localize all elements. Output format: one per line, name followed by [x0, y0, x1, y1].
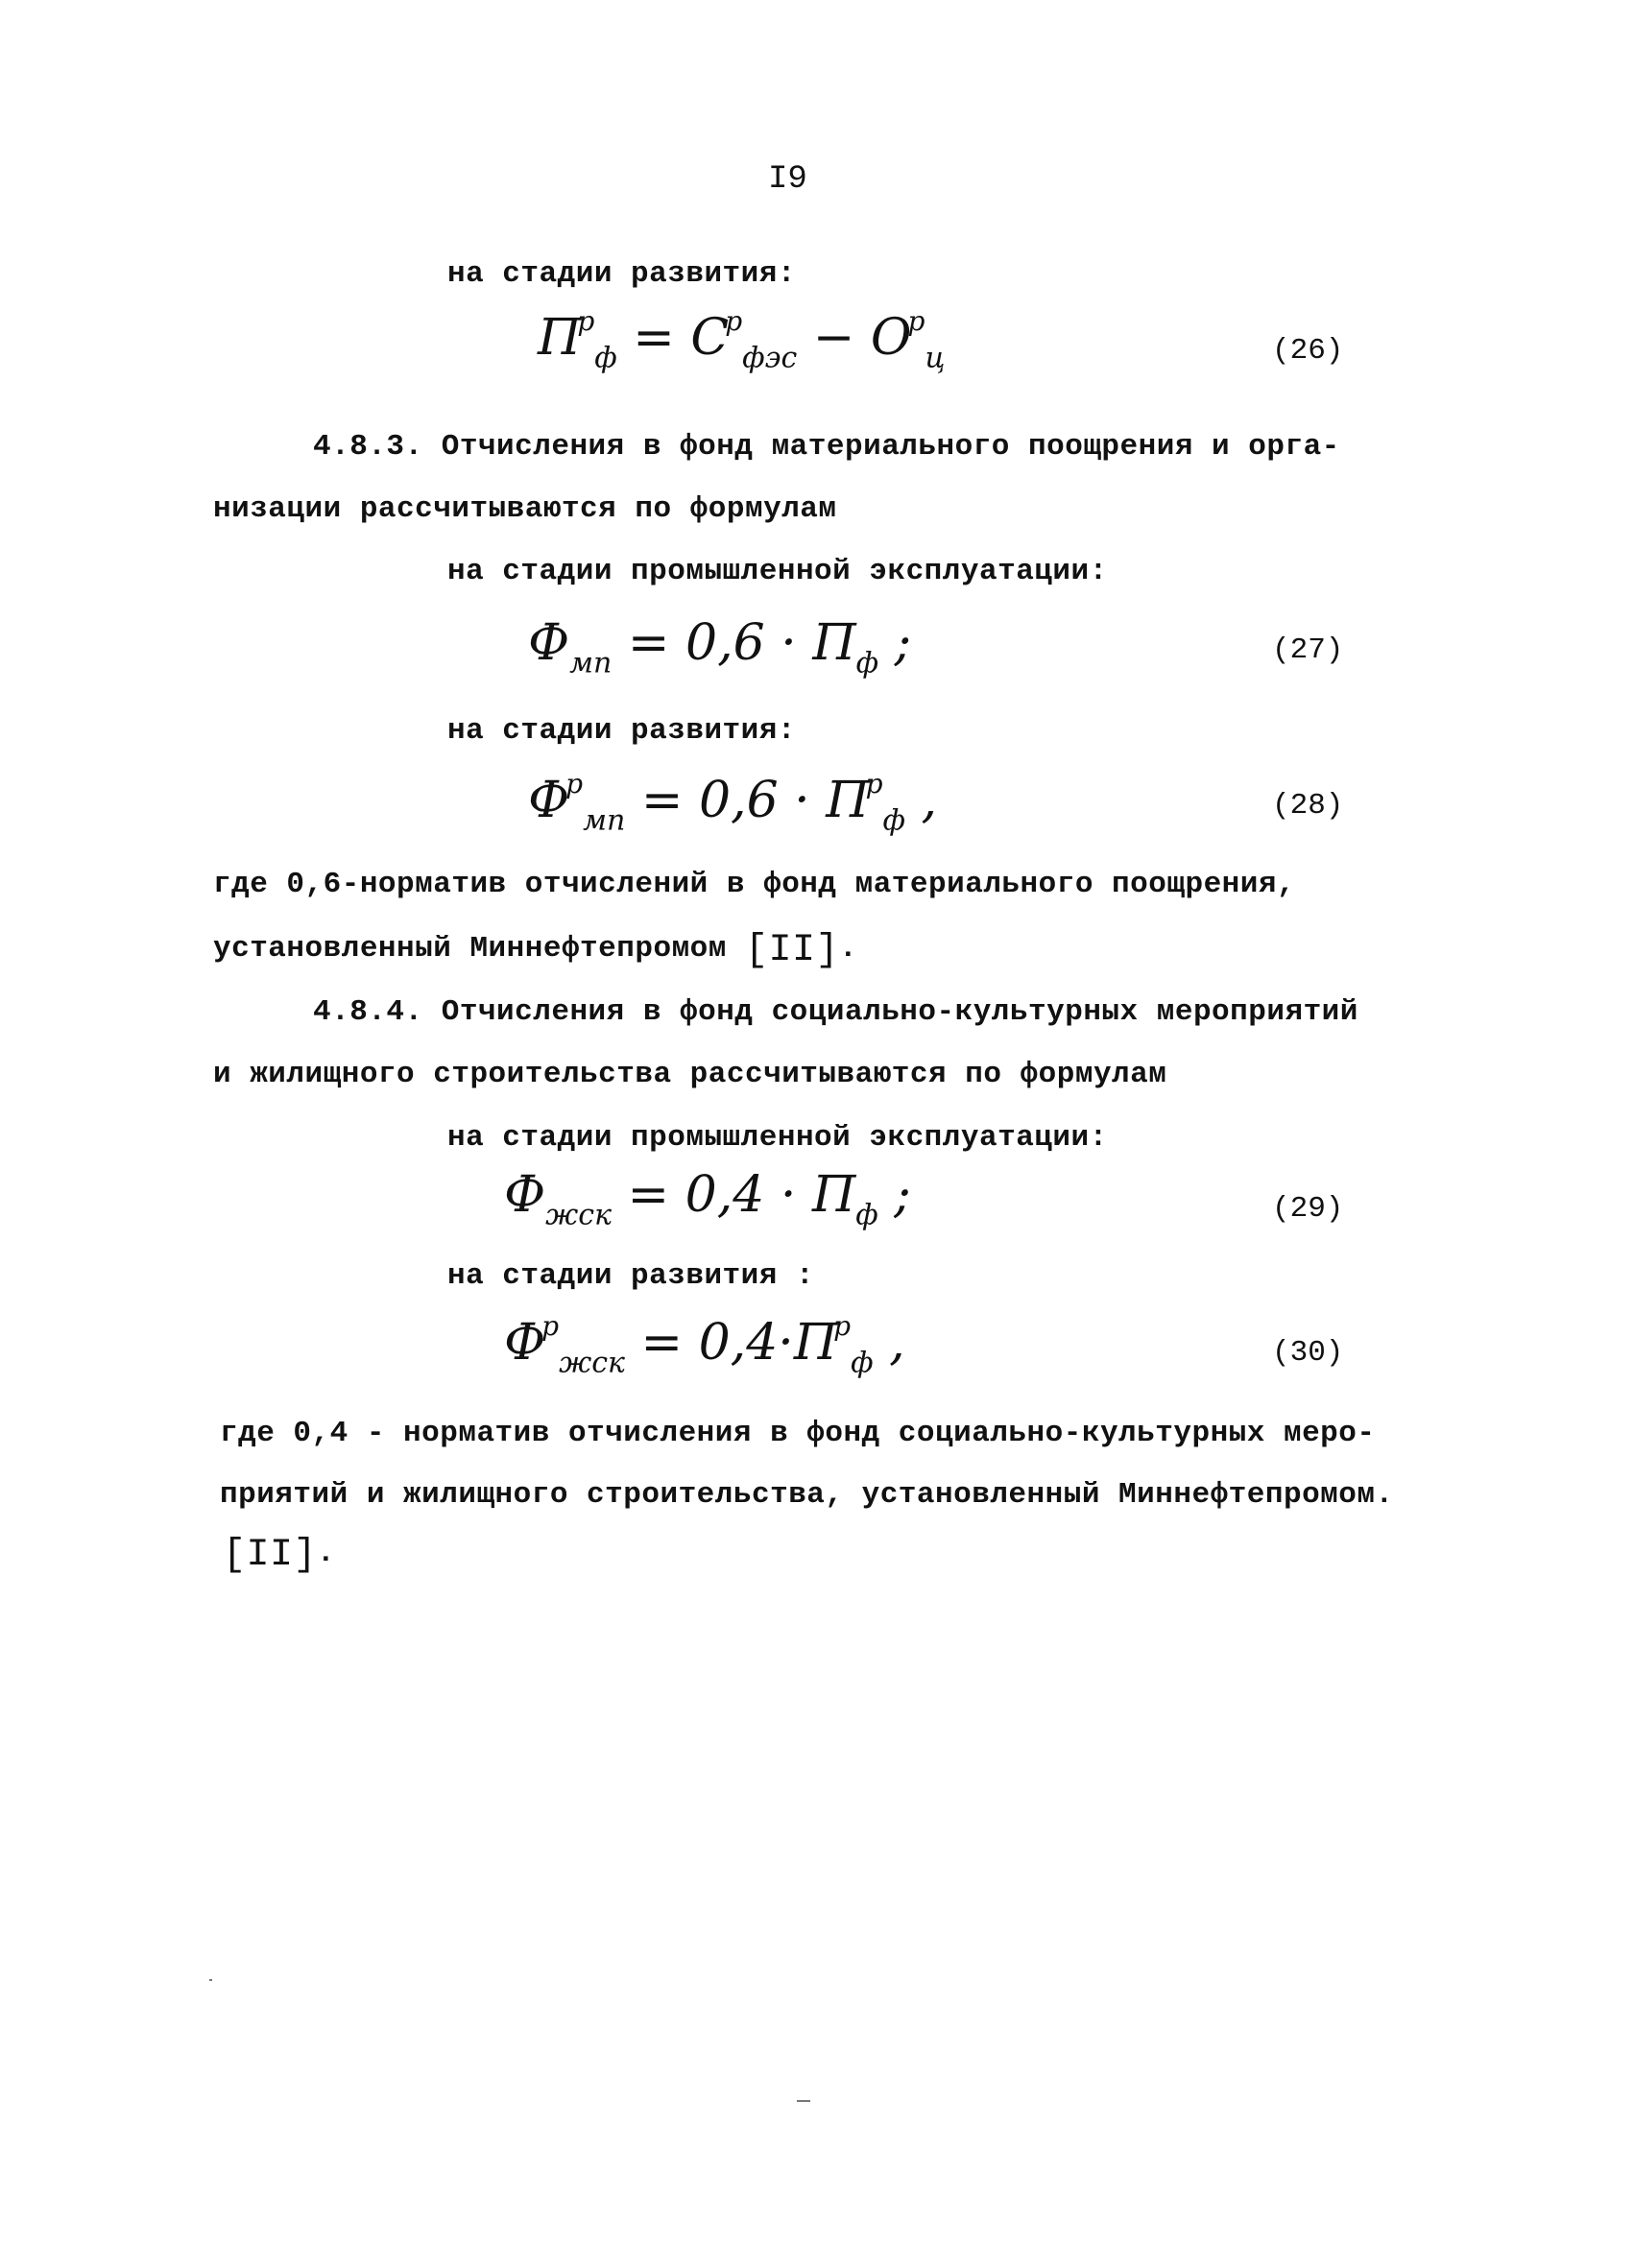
eq26-equals: =	[616, 309, 691, 368]
equation-number-26: (26)	[1272, 334, 1344, 368]
eq29-lhs: Ф	[504, 1166, 546, 1224]
text-line-gde-04-2: приятий и жилищного строительства, установленный Миннефтепромом.	[220, 1478, 1394, 1512]
eq27-dot: ·	[764, 614, 813, 672]
eq27-equals: =	[612, 614, 686, 672]
eq29-dot: ·	[764, 1166, 812, 1224]
text-line-na-stadii-prom-2: на стадии промышленной эксплуатации:	[447, 1121, 1108, 1155]
eq28-coef: 0,6	[698, 772, 779, 830]
reference-bracket-1: [II]	[745, 929, 840, 972]
equation-29	[504, 1166, 911, 1232]
scan-speck-1	[209, 1979, 212, 1981]
eq28-lhs: Ф	[528, 772, 570, 830]
eq27-coef: 0,6	[685, 614, 765, 672]
reference-bracket-2: [II]	[223, 1534, 318, 1577]
eq26-term2-sub: ц	[925, 341, 946, 375]
equation-number-28: (28)	[1272, 789, 1344, 823]
eq27-lhs: Ф	[528, 614, 570, 672]
equation-number-27: (27)	[1272, 633, 1344, 667]
eq26-term1-sub: фэс	[742, 341, 798, 375]
eq30-term-sub: ф	[851, 1346, 874, 1380]
text-line-gde-04-1: где 0,4 - норматив отчисления в фонд социально-культурных меро-	[220, 1417, 1376, 1450]
equation-number-29: (29)	[1272, 1192, 1344, 1226]
eq26-term2-sup: р	[907, 305, 925, 337]
eq26-lhs-sup: р	[577, 305, 595, 337]
eq30-lhs: Ф	[504, 1314, 546, 1373]
eq30-coef: 0,4	[698, 1314, 779, 1373]
eq26-term1: С	[690, 309, 730, 368]
text-line-na-stadii-razvitiya-2: на стадии развития:	[447, 714, 796, 748]
equation-28	[528, 768, 937, 838]
eq26-term2: О	[870, 309, 912, 368]
eq28-lhs-sub: мп	[583, 803, 626, 838]
eq30-lhs-sub: жск	[559, 1346, 625, 1380]
eq29-lhs-sub: жск	[545, 1198, 612, 1232]
eq27-term: П	[812, 614, 856, 672]
equation-27	[528, 614, 911, 680]
text-line-ref-2	[223, 1534, 335, 1577]
eq26-lhs-sub: ф	[594, 341, 617, 375]
eq27-end: ;	[878, 614, 912, 672]
eq30-lhs-sup: р	[541, 1310, 560, 1342]
text-line-gde-06-1: где 0,6-норматив отчислений в фонд материального поощрения,	[213, 868, 1296, 901]
eq30-equals: =	[624, 1314, 699, 1373]
paragraph-4-8-3-line-1: 4.8.3. Отчисления в фонд материального поощрения и орга-	[313, 430, 1340, 464]
eq28-term: П	[826, 772, 870, 830]
text-line-na-stadii-razvitiya-3: на стадии развития :	[447, 1259, 815, 1293]
page-number: I9	[768, 161, 807, 198]
reference-period-1: .	[839, 932, 858, 966]
eq29-end: ;	[877, 1166, 911, 1224]
eq29-coef: 0,4	[685, 1166, 765, 1224]
eq28-equals: =	[625, 772, 699, 830]
text-line-na-stadii-razvitiya-1: на стадии развития:	[447, 257, 796, 291]
text-line-gde-06-2	[213, 929, 857, 972]
eq28-dot: ·	[778, 772, 827, 830]
paragraph-4-8-3-line-2: низации рассчитываются по формулам	[213, 492, 837, 526]
paragraph-4-8-4-line-2: и жилищного строительства рассчитываются по формулам	[213, 1058, 1167, 1091]
text-line-na-stadii-prom-1: на стадии промышленной эксплуатации:	[447, 555, 1108, 588]
eq30-end: ,	[873, 1314, 905, 1373]
eq29-term: П	[811, 1166, 856, 1224]
paragraph-4-8-4-line-1: 4.8.4. Отчисления в фонд социально-культурных мероприятий	[313, 995, 1358, 1029]
eq28-end: ,	[905, 772, 938, 830]
eq28-term-sub: ф	[882, 803, 906, 838]
reference-period-2: .	[317, 1537, 336, 1570]
eq26-term1-sup: р	[725, 305, 743, 337]
eq28-lhs-sup: р	[565, 768, 584, 800]
eq30-term-sup: р	[833, 1310, 852, 1342]
ustanovlennyy-text: установленный Миннефтепромом	[213, 932, 727, 966]
eq30-dot: ·	[778, 1314, 794, 1373]
eq27-lhs-sub: мп	[569, 646, 613, 680]
equation-26	[538, 305, 945, 375]
scan-speck-2	[797, 2100, 810, 2102]
eq26-minus: −	[797, 309, 871, 368]
eq29-term-sub: ф	[855, 1198, 878, 1232]
eq29-equals: =	[612, 1166, 685, 1224]
eq28-term-sup: р	[865, 768, 883, 800]
eq26-lhs: П	[538, 309, 582, 368]
equation-30	[504, 1310, 905, 1380]
equation-number-30: (30)	[1272, 1336, 1344, 1370]
eq27-term-sub: ф	[855, 646, 879, 680]
eq30-term: П	[793, 1314, 838, 1373]
